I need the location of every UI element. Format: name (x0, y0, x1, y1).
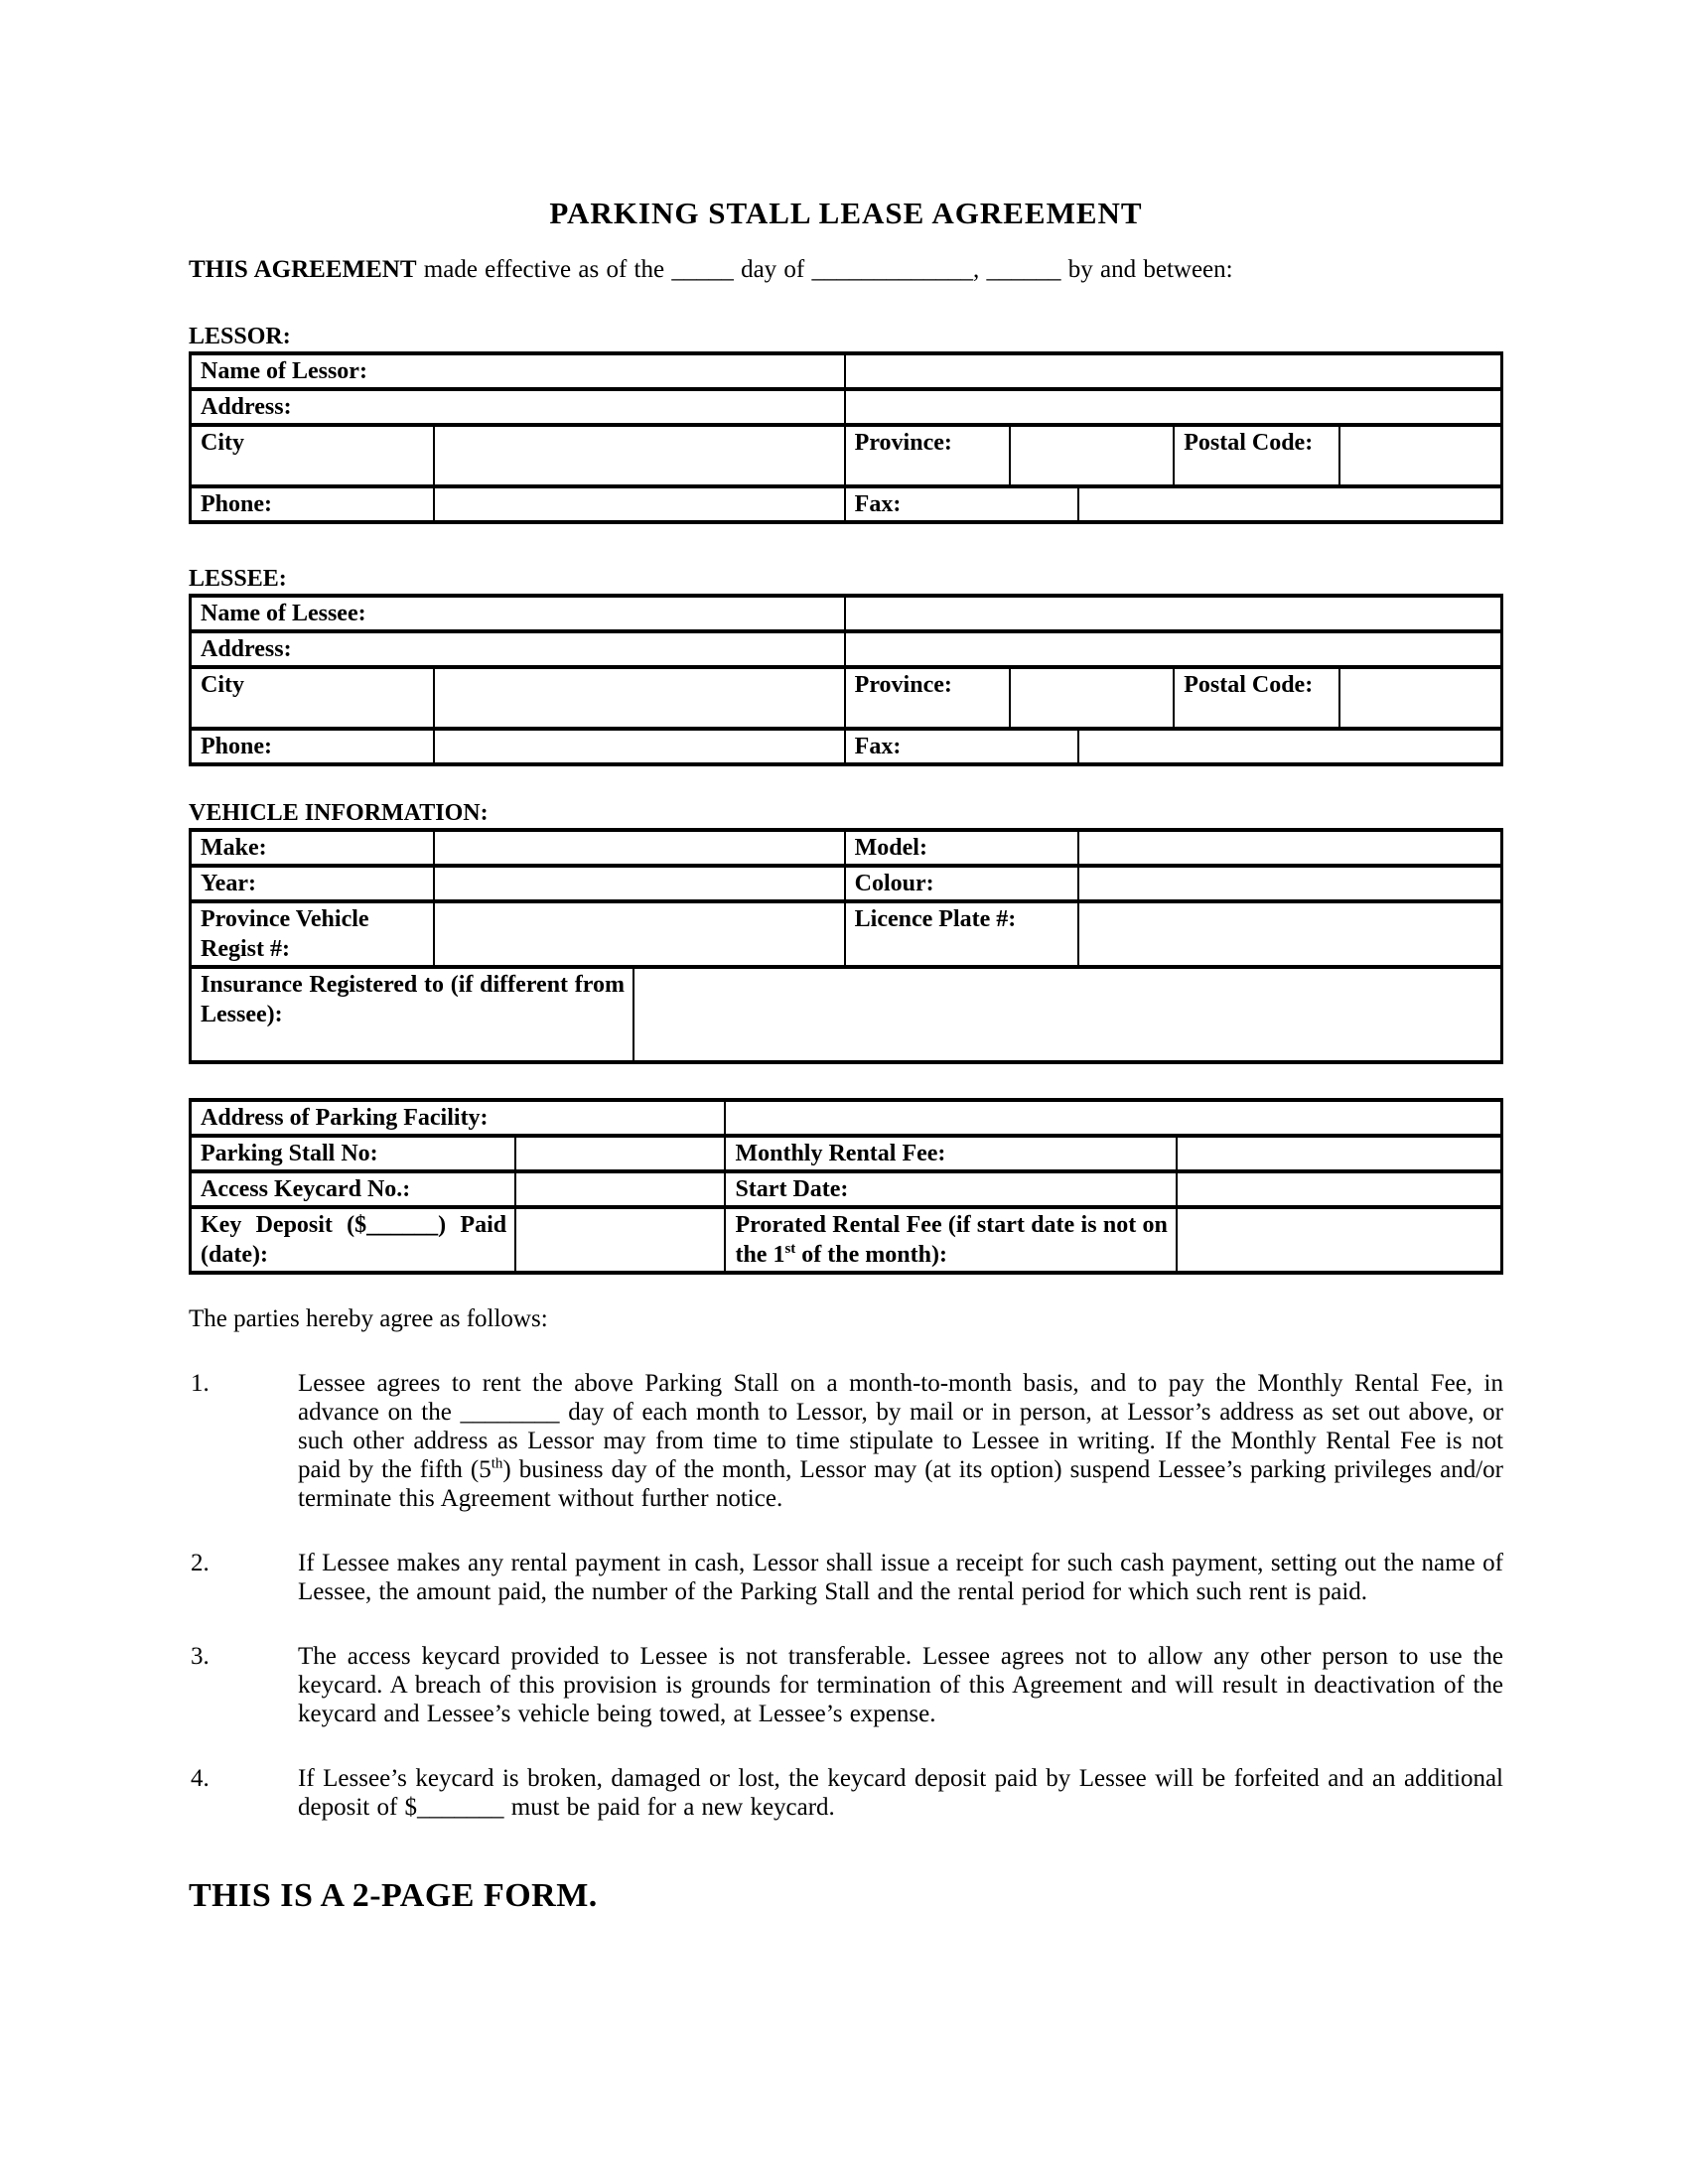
vehicle-province-regist-field[interactable] (434, 901, 844, 967)
parking-start-date-label: Start Date: (725, 1171, 1176, 1207)
vehicle-heading: VEHICLE INFORMATION: (189, 800, 489, 827)
lessor-phone-field[interactable] (434, 486, 844, 522)
table-row (191, 1136, 1502, 1171)
lessor-province-label: Province: (845, 425, 1010, 486)
vehicle-licence-plate-label: Licence Plate #: (845, 901, 1078, 967)
prorated-superscript: st (784, 1241, 796, 1258)
table-row (191, 667, 1502, 729)
intro-text: made effective as of the _____ day of _____________, ______ by and between: (416, 256, 1233, 284)
lessor-address-field[interactable] (845, 389, 1502, 425)
lessee-address-field[interactable] (845, 631, 1502, 667)
lessor-province-field[interactable] (1010, 425, 1174, 486)
lessor-address-label: Address: (191, 389, 845, 425)
vehicle-table (189, 828, 1503, 1064)
clause-2-number: 2. (191, 1550, 210, 1577)
parking-stall-no-label: Parking Stall No: (191, 1136, 516, 1171)
table-row (191, 830, 1502, 866)
clause-1 (189, 1369, 1503, 1513)
clause-3 (189, 1642, 1503, 1728)
lessee-city-field[interactable] (434, 667, 844, 729)
table-row (191, 353, 1502, 389)
lessor-fax-field[interactable] (1078, 486, 1502, 522)
intro-paragraph (189, 255, 1503, 284)
clause-2 (189, 1549, 1503, 1606)
lessee-province-label: Province: (845, 667, 1010, 729)
two-page-form-notice: THIS IS A 2-PAGE FORM. (189, 1877, 598, 1915)
table-row (191, 425, 1502, 486)
clause-1-text-a: Lessee agrees to rent the above Parking Stall on a month-to-month basis, and to pay the Monthly Rental Fee, in advance on the ________ day of each month to Lessor, by mail or in person, at Lessor’s address as set out above, or such other address as Lessor may from time to time stipulate to Lessee in writing. If the Monthly Rental Fee is not paid by the fifth (5 (298, 1370, 1503, 1484)
clause-4 (189, 1764, 1503, 1822)
lessor-heading: LESSOR: (189, 324, 291, 350)
parking-stall-no-field[interactable] (515, 1136, 725, 1171)
lessor-name-label: Name of Lessor: (191, 353, 845, 389)
document-content (189, 0, 1503, 1915)
lessee-fax-field[interactable] (1078, 729, 1502, 764)
parking-prorated-label (725, 1207, 1176, 1273)
lessor-city-field[interactable] (434, 425, 844, 486)
table-row (191, 596, 1502, 631)
table-row (191, 631, 1502, 667)
parking-keycard-no-label: Access Keycard No.: (191, 1171, 516, 1207)
agree-line: The parties hereby agree as follows: (189, 1305, 548, 1333)
clause-3-text-a: The access keycard provided to Lessee is not transferable. Lessee agrees not to allow any other person to use the keycard. A breach of this provision is grounds for termination of this Agreement and will result in deactivation of the keycard and Lessee’s vehicle being towed, at Lessee’s expense. (298, 1643, 1503, 1728)
page-title: PARKING STALL LEASE AGREEMENT (549, 196, 1143, 230)
clause-1-text-b: ) business day of the month, Lessor may (at its option) suspend Lessee’s parking privileges and/or terminate this Agreement without further notice. (298, 1456, 1503, 1513)
lessee-heading: LESSEE: (189, 566, 287, 593)
table-row (191, 486, 1502, 522)
lessor-postal-label: Postal Code: (1174, 425, 1338, 486)
clause-2-text-a: If Lessee makes any rental payment in cash, Lessor shall issue a receipt for such cash payment, setting out the name of Lessee, the amount paid, the number of the Parking Stall and the rental period for which such rent is paid. (298, 1550, 1503, 1606)
vehicle-insurance-label: Insurance Registered to (if different from Lessee): (191, 967, 633, 1062)
vehicle-colour-label: Colour: (845, 866, 1078, 901)
vehicle-colour-field[interactable] (1078, 866, 1502, 901)
vehicle-model-field[interactable] (1078, 830, 1502, 866)
parking-key-deposit-label: Key Deposit ($______) Paid (date): (191, 1207, 516, 1273)
parking-keycard-no-field[interactable] (515, 1171, 725, 1207)
lessee-phone-label: Phone: (191, 729, 435, 764)
prorated-text-b: of the month): (795, 1242, 947, 1269)
table-row (191, 901, 1502, 967)
lessee-city-label: City (191, 667, 435, 729)
lessee-name-label: Name of Lessee: (191, 596, 845, 631)
lessee-address-label: Address: (191, 631, 845, 667)
clause-4-text-a: If Lessee’s keycard is broken, damaged or lost, the keycard deposit paid by Lessee will be forfeited and an additional deposit of $_______ must be paid for a new keycard. (298, 1765, 1503, 1822)
parking-address-field[interactable] (725, 1100, 1501, 1136)
prorated-text-a: Prorated Rental Fee (if start date is not on the 1 (735, 1212, 1168, 1269)
table-row (191, 1100, 1502, 1136)
vehicle-make-label: Make: (191, 830, 435, 866)
table-row (191, 1207, 1502, 1273)
vehicle-year-label: Year: (191, 866, 435, 901)
clause-3-number: 3. (191, 1643, 210, 1671)
vehicle-licence-plate-field[interactable] (1078, 901, 1502, 967)
parking-monthly-fee-label: Monthly Rental Fee: (725, 1136, 1176, 1171)
lessor-name-field[interactable] (845, 353, 1502, 389)
vehicle-year-field[interactable] (434, 866, 844, 901)
clause-1-number: 1. (191, 1370, 210, 1398)
parking-table (189, 1098, 1503, 1275)
parking-start-date-field[interactable] (1177, 1171, 1502, 1207)
lessor-table (189, 351, 1503, 524)
parking-address-label: Address of Parking Facility: (191, 1100, 726, 1136)
vehicle-make-field[interactable] (434, 830, 844, 866)
lessee-postal-field[interactable] (1339, 667, 1502, 729)
parking-monthly-fee-field[interactable] (1177, 1136, 1502, 1171)
vehicle-model-label: Model: (845, 830, 1078, 866)
lessee-fax-label: Fax: (845, 729, 1078, 764)
lessee-province-field[interactable] (1010, 667, 1174, 729)
vehicle-province-regist-label: Province Vehicle Regist #: (191, 901, 435, 967)
lessee-postal-label: Postal Code: (1174, 667, 1338, 729)
lessee-table (189, 594, 1503, 766)
table-row (191, 729, 1502, 764)
intro-bold-lead: THIS AGREEMENT (189, 256, 417, 284)
table-row (191, 866, 1502, 901)
lessee-phone-field[interactable] (434, 729, 844, 764)
lessor-city-label: City (191, 425, 435, 486)
table-row (191, 967, 1502, 1062)
vehicle-insurance-field[interactable] (633, 967, 1502, 1062)
lessee-name-field[interactable] (845, 596, 1502, 631)
parking-prorated-field[interactable] (1177, 1207, 1502, 1273)
table-row (191, 1171, 1502, 1207)
lessor-fax-label: Fax: (845, 486, 1078, 522)
lessor-phone-label: Phone: (191, 486, 435, 522)
parking-key-deposit-field[interactable] (515, 1207, 725, 1273)
lessor-postal-field[interactable] (1339, 425, 1502, 486)
clause-1-superscript: th (491, 1455, 503, 1472)
clause-4-number: 4. (191, 1765, 210, 1793)
table-row (191, 389, 1502, 425)
